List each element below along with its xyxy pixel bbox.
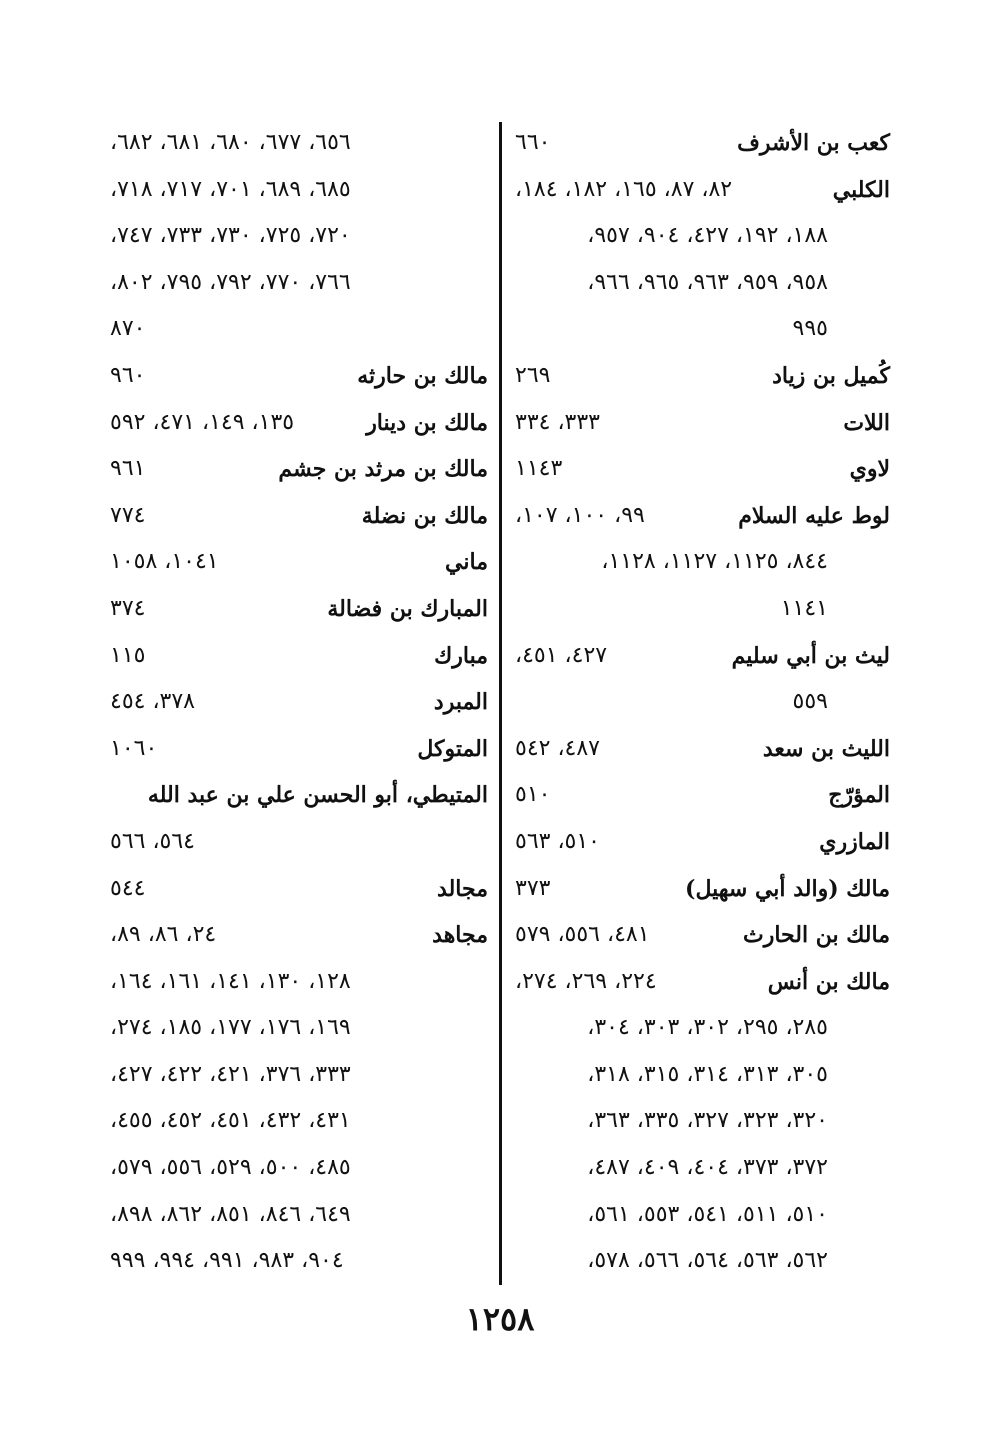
entry-continuation: ٣٠٥، ٣١٣، ٣١٤، ٣١٥، ٣١٨، [587, 1061, 828, 1087]
entry-name: مالك بن دينار [366, 409, 488, 436]
index-entry [515, 446, 890, 493]
index-entry [515, 1238, 890, 1285]
index-entry [515, 586, 890, 633]
entry-name: لاوي [849, 456, 890, 483]
entry-continuation: ٨٧٠ [110, 316, 146, 342]
entry-continuation: ٥٦٤، ٥٦٦ [110, 828, 195, 854]
entry-page-numbers: ١٠٤١، ١٠٥٨ [110, 549, 219, 575]
entry-page-numbers: ٣٧٨، ٤٥٤ [110, 689, 195, 715]
index-entry [110, 586, 488, 633]
index-entry [515, 353, 890, 400]
index-entry [110, 260, 488, 307]
entry-name: مالك (والد أبي سهيل) [685, 875, 890, 902]
entry-continuation: ٤٣١، ٤٣٢، ٤٥١، ٤٥٢، ٤٥٥، [110, 1108, 351, 1134]
entry-page-numbers: ٣٧٣ [515, 875, 551, 901]
entry-page-numbers: ٢٦٩ [515, 362, 551, 388]
entry-continuation: ١٨٨، ١٩٢، ٤٢٧، ٩٠٤، ٩٥٧، [587, 223, 828, 249]
entry-page-numbers: ٨٢، ٨٧، ١٦٥، ١٨٢، ١٨٤، [515, 176, 733, 202]
entry-page-numbers: ٥١٠ [515, 782, 551, 808]
entry-continuation: ٩٠٤، ٩٨٣، ٩٩١، ٩٩٤، ٩٩٩ [110, 1248, 344, 1274]
entry-name: اللات [843, 409, 890, 436]
entry-continuation: ٣٢٠، ٣٢٣، ٣٢٧، ٣٣٥، ٣٦٣، [587, 1108, 828, 1134]
entry-continuation: ٩٩٥ [792, 316, 828, 342]
index-entry [515, 167, 890, 214]
index-entry [515, 1145, 890, 1192]
entry-page-numbers: ٣٧٤ [110, 595, 146, 621]
index-entry [515, 866, 890, 913]
entry-page-numbers: ٣٣٣، ٣٣٤ [515, 409, 600, 435]
entry-name: مالك بن نضلة [361, 502, 488, 529]
index-entry [110, 819, 488, 866]
page-number: ١٢٥٨ [465, 1300, 535, 1338]
index-entry [515, 306, 890, 353]
index-entry [110, 1238, 488, 1285]
entry-continuation: ١٢٨، ١٣٠، ١٤١، ١٦١، ١٦٤، [110, 968, 351, 994]
index-entry [515, 1005, 890, 1052]
entry-page-numbers: ٥٤٤ [110, 875, 146, 901]
entry-page-numbers: ١٠٦٠ [110, 735, 158, 761]
index-column-right [515, 120, 890, 1285]
column-divider [499, 122, 502, 1285]
entry-page-numbers: ١١٤٣ [515, 456, 563, 482]
entry-continuation: ٧٦٦، ٧٧٠، ٧٩٢، ٧٩٥، ٨٠٢، [110, 269, 351, 295]
index-entry [110, 446, 488, 493]
entry-page-numbers: ٢٢٤، ٢٦٩، ٢٧٤، [515, 968, 657, 994]
index-entry [515, 120, 890, 167]
index-entry [110, 1052, 488, 1099]
index-entry [515, 633, 890, 680]
entry-continuation: ١١٤١ [780, 595, 828, 621]
entry-page-numbers: ٤٨١، ٥٥٦، ٥٧٩ [515, 922, 650, 948]
entry-name: مجالد [437, 875, 488, 902]
index-entry [515, 959, 890, 1006]
index-entry [110, 959, 488, 1006]
index-entry [515, 213, 890, 260]
index-entry [110, 167, 488, 214]
index-entry [110, 306, 488, 353]
index-entry [515, 1192, 890, 1239]
entry-continuation: ١٦٩، ١٧٦، ١٧٧، ١٨٥، ٢٧٤، [110, 1015, 351, 1041]
entry-page-numbers: ٤٨٧، ٥٤٢ [515, 735, 600, 761]
entry-page-numbers: ٧٧٤ [110, 502, 146, 528]
entry-name: ليث بن أبي سليم [731, 642, 890, 669]
index-entry [515, 400, 890, 447]
entry-name: الكلبي [832, 176, 890, 203]
entry-name: ماني [445, 549, 488, 576]
entry-page-numbers: ٤٢٧، ٤٥١، [515, 642, 608, 668]
entry-continuation: ٦٨٥، ٦٨٩، ٧٠١، ٧١٧، ٧١٨، [110, 176, 351, 202]
entry-continuation: ٥٥٩ [792, 689, 828, 715]
entry-continuation: ٤٨٥، ٥٠٠، ٥٢٩، ٥٥٦، ٥٧٩، [110, 1155, 351, 1181]
index-entry [110, 539, 488, 586]
index-entry [110, 120, 488, 167]
entry-name: مالك بن الحارث [743, 922, 890, 949]
entry-name: مبارك [434, 642, 488, 669]
index-entry [110, 633, 488, 680]
entry-name: المبارك بن فضالة [327, 595, 488, 622]
entry-continuation: ٣٧٢، ٣٧٣، ٤٠٤، ٤٠٩، ٤٨٧، [587, 1155, 828, 1181]
entry-page-numbers: ٢٤، ٨٦، ٨٩، [110, 922, 217, 948]
entry-page-numbers: ٦٦٠ [515, 130, 551, 155]
entry-page-numbers: ٥١٠، ٥٦٣ [515, 828, 600, 854]
entry-name: المتيطي، أبو الحسن علي بن عبد الله [147, 782, 488, 809]
entry-name: المازري [819, 828, 890, 855]
entry-page-numbers: ٩٩، ١٠٠، ١٠٧، [515, 502, 645, 528]
index-entry [110, 772, 488, 819]
index-entry [515, 493, 890, 540]
index-entry [515, 819, 890, 866]
index-entry [515, 1098, 890, 1145]
entry-continuation: ٥١٠، ٥١١، ٥٤١، ٥٥٣، ٥٦١، [587, 1201, 828, 1227]
index-entry [110, 866, 488, 913]
entry-name: كعب بن الأشرف [737, 130, 890, 156]
index-entry [110, 912, 488, 959]
index-entry [515, 726, 890, 773]
index-column-left [110, 120, 488, 1285]
entry-continuation: ٦٤٩، ٨٤٦، ٨٥١، ٨٦٢، ٨٩٨، [110, 1201, 351, 1227]
entry-continuation: ٢٨٥، ٢٩٥، ٣٠٢، ٣٠٣، ٣٠٤، [587, 1015, 828, 1041]
entry-continuation: ٥٦٢، ٥٦٣، ٥٦٤، ٥٦٦، ٥٧٨، [587, 1248, 828, 1274]
entry-page-numbers: ٩٦١ [110, 456, 146, 482]
index-entry [110, 1145, 488, 1192]
index-entry [110, 400, 488, 447]
entry-page-numbers: ١٣٥، ١٤٩، ٤٧١، ٥٩٢ [110, 409, 295, 435]
index-entry [110, 726, 488, 773]
index-entry [110, 353, 488, 400]
index-entry [110, 1192, 488, 1239]
entry-name: مجاهد [432, 922, 488, 949]
entry-name: المتوكل [417, 735, 488, 762]
entry-name: مالك بن حارثه [357, 362, 488, 389]
index-entry [110, 679, 488, 726]
entry-name: لوط عليه السلام [738, 502, 890, 529]
index-entry [515, 679, 890, 726]
entry-name: الليث بن سعد [762, 735, 890, 762]
index-entry [515, 539, 890, 586]
entry-name: مالك بن مرثد بن جشم [278, 456, 488, 483]
index-entry [110, 213, 488, 260]
index-entry [110, 493, 488, 540]
entry-page-numbers: ١١٥ [110, 642, 146, 668]
entry-continuation: ٨٤٤، ١١٢٥، ١١٢٧، ١١٢٨، [601, 549, 828, 575]
index-entry [110, 1098, 488, 1145]
entry-page-numbers: ٩٦٠ [110, 362, 146, 388]
entry-continuation: ٩٥٨، ٩٥٩، ٩٦٣، ٩٦٥، ٩٦٦، [587, 269, 828, 295]
entry-name: مالك بن أنس [767, 968, 890, 995]
entry-name: المؤرّج [828, 782, 890, 809]
index-entry [515, 772, 890, 819]
entry-continuation: ٣٣٣، ٣٧٦، ٤٢١، ٤٢٢، ٤٢٧، [110, 1061, 351, 1087]
entry-continuation: ٦٥٦، ٦٧٧، ٦٨٠، ٦٨١، ٦٨٢، [110, 130, 351, 155]
entry-continuation: ٧٢٠، ٧٢٥، ٧٣٠، ٧٣٣، ٧٤٧، [110, 223, 351, 249]
index-entry [110, 1005, 488, 1052]
entry-name: كُميل بن زياد [772, 362, 890, 389]
index-entry [515, 1052, 890, 1099]
index-entry [515, 260, 890, 307]
index-entry [515, 912, 890, 959]
entry-name: المبرد [433, 689, 488, 716]
